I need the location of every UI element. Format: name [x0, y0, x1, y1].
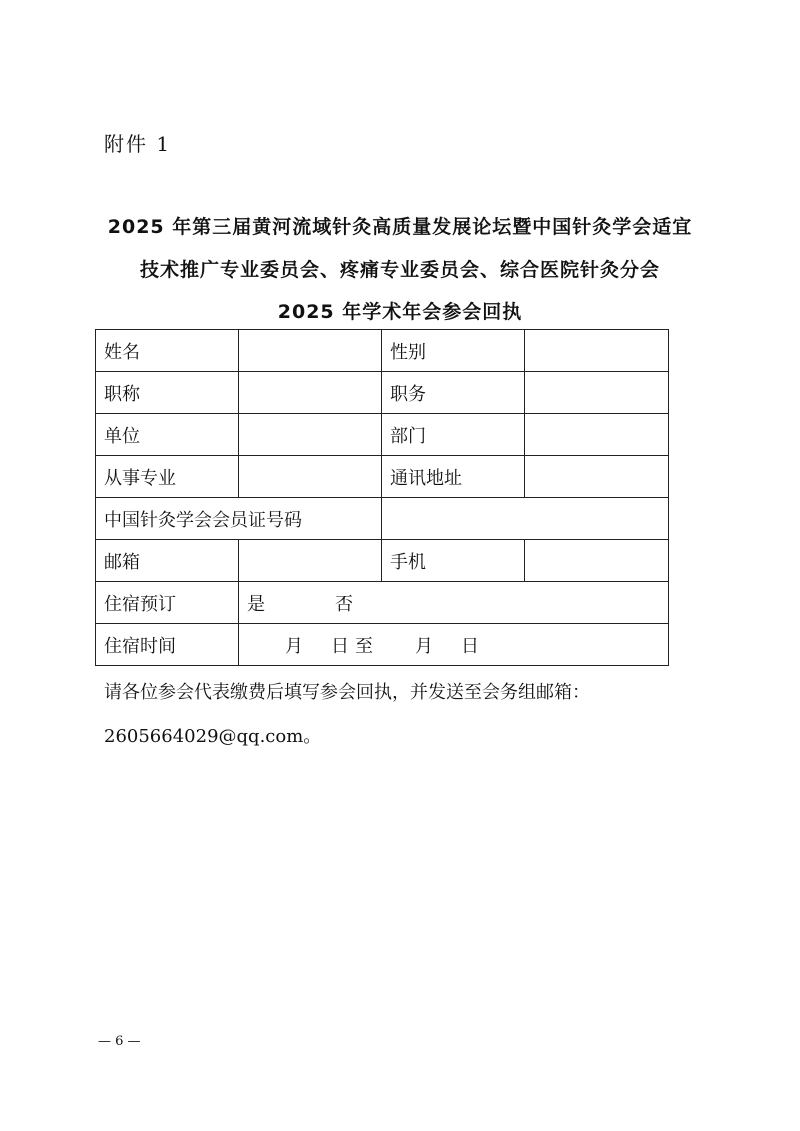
- date-to: 至: [355, 635, 373, 657]
- lodging-time-field[interactable]: [239, 624, 669, 666]
- position-label: 职务: [382, 372, 525, 414]
- attachment-label: 附件 1: [104, 132, 172, 156]
- title-field[interactable]: [239, 372, 382, 414]
- table-row: [96, 414, 669, 456]
- day-2: 日: [461, 635, 479, 657]
- contact-email[interactable]: 2605664029@qq.com。: [104, 726, 322, 747]
- table-row: [96, 456, 669, 498]
- document-title-line-3: 2025 年学术年会参会回执: [277, 301, 523, 323]
- day-1: 日: [331, 635, 349, 657]
- lodging-no-option[interactable]: 否: [335, 593, 353, 615]
- gender-field[interactable]: [525, 330, 669, 372]
- month-2: 月: [415, 635, 433, 657]
- lodging-time-label: 住宿时间: [96, 624, 239, 666]
- member-id-field[interactable]: [382, 498, 669, 540]
- document-title-line-2: 技术推广专业委员会、疼痛专业委员会、综合医院针灸分会: [139, 259, 660, 281]
- page-number: — 6 —: [98, 1034, 141, 1049]
- month-1: 月: [285, 635, 303, 657]
- lodging-label: 住宿预订: [96, 582, 239, 624]
- unit-label: 单位: [96, 414, 239, 456]
- lodging-options: [239, 582, 669, 624]
- lodging-yes-option[interactable]: 是: [247, 593, 265, 615]
- address-label: 通讯地址: [382, 456, 525, 498]
- position-field[interactable]: [525, 372, 669, 414]
- specialty-label: 从事专业: [96, 456, 239, 498]
- phone-label: 手机: [382, 540, 525, 582]
- table-row: [96, 624, 669, 666]
- unit-field[interactable]: [239, 414, 382, 456]
- department-label: 部门: [382, 414, 525, 456]
- registration-form-table: [95, 329, 669, 666]
- submission-note: 请各位参会代表缴费后填写参会回执，并发送至会务组邮箱：: [104, 682, 590, 703]
- title-label: 职称: [96, 372, 239, 414]
- table-row: [96, 540, 669, 582]
- phone-field[interactable]: [525, 540, 669, 582]
- gender-label: 性别: [382, 330, 525, 372]
- member-id-label: 中国针灸学会会员证号码: [96, 498, 382, 540]
- name-label: 姓名: [96, 330, 239, 372]
- table-row: [96, 498, 669, 540]
- address-field[interactable]: [525, 456, 669, 498]
- table-row: [96, 582, 669, 624]
- department-field[interactable]: [525, 414, 669, 456]
- name-field[interactable]: [239, 330, 382, 372]
- email-field[interactable]: [239, 540, 382, 582]
- table-row: [96, 330, 669, 372]
- document-title-line-1: 2025 年第三届黄河流域针灸高质量发展论坛暨中国针灸学会适宜: [107, 216, 693, 238]
- email-label: 邮箱: [96, 540, 239, 582]
- specialty-field[interactable]: [239, 456, 382, 498]
- table-row: [96, 372, 669, 414]
